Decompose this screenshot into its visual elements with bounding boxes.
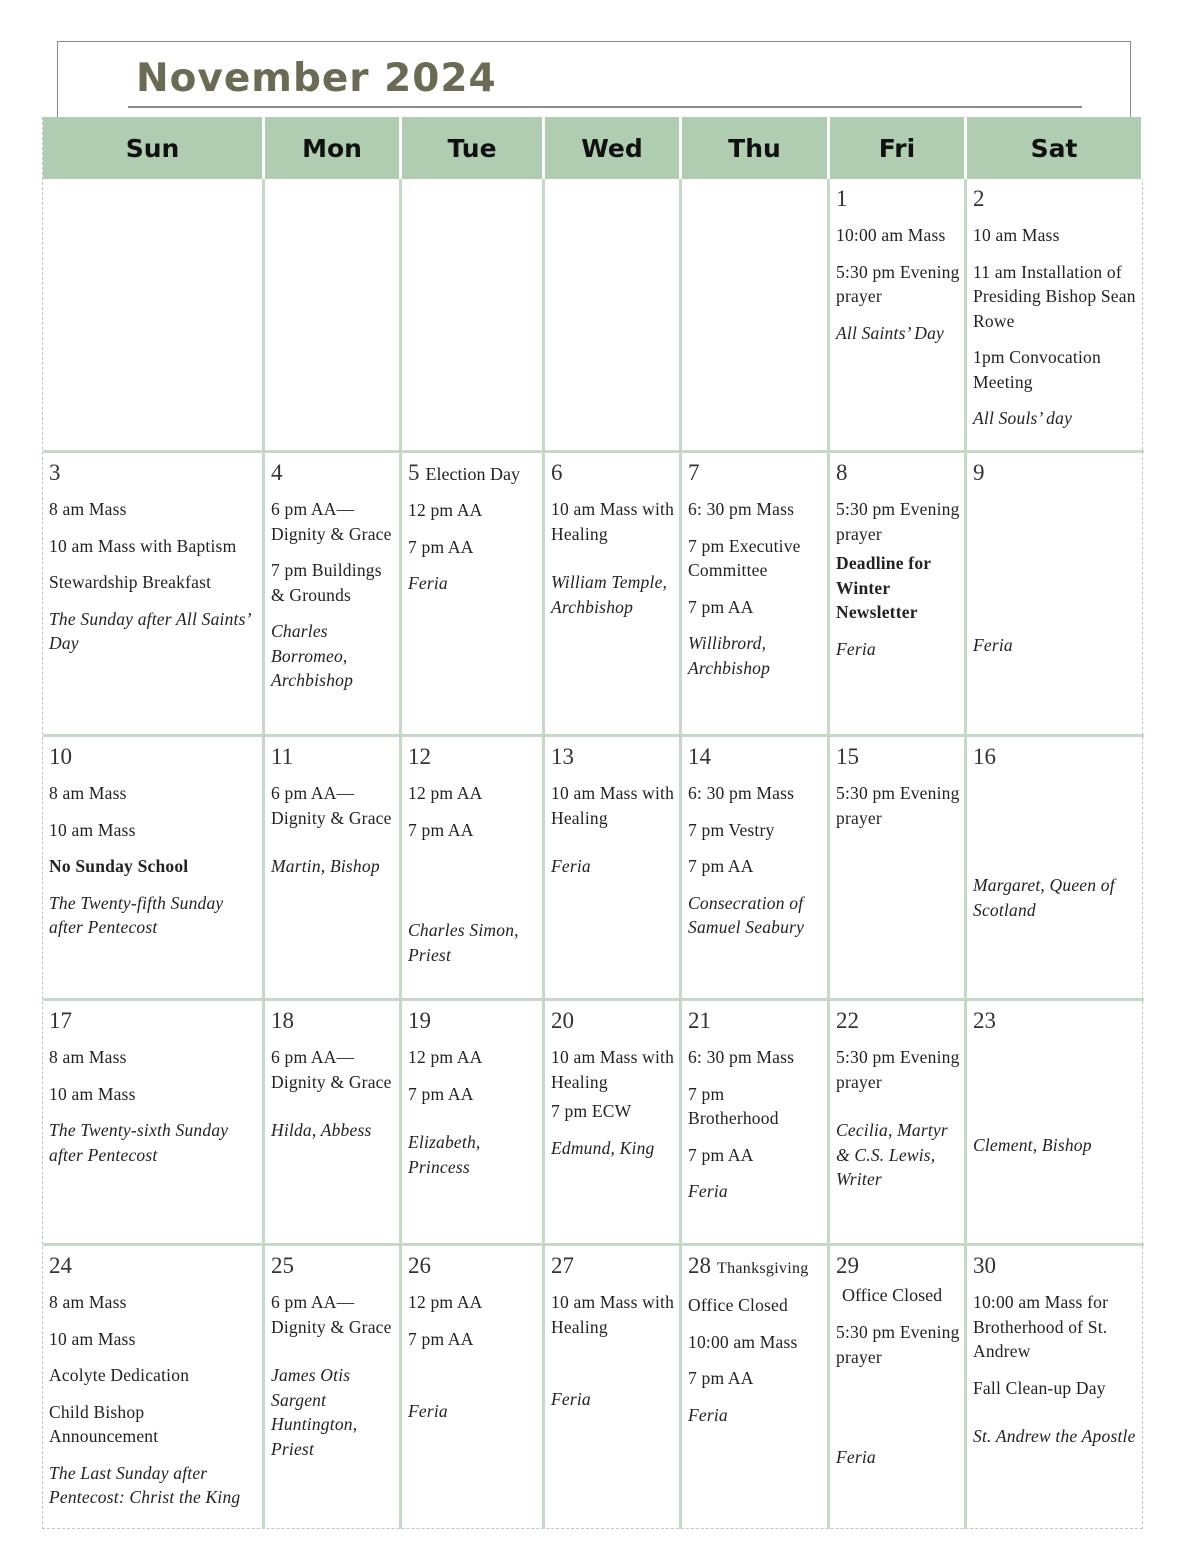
feast-day: Cecilia, Martyr & C.S. Lewis, Writer [836, 1120, 948, 1189]
feast-day: Feria [973, 635, 1013, 655]
event: 12 pm AA [408, 1047, 483, 1067]
day-number [836, 1252, 960, 1310]
feast-day: Feria [408, 573, 448, 593]
event: 7 pm AA [408, 1083, 474, 1104]
event: 7 pm Buildings & Grounds [271, 560, 382, 605]
day-number: 3 [49, 460, 61, 485]
day-number: 12 [408, 744, 431, 769]
day-cell-30 [967, 1243, 1144, 1529]
feast-day: Feria [688, 1181, 728, 1201]
feast-day: Hilda, Abbess [271, 1120, 372, 1140]
day-number: 7 [688, 460, 700, 485]
day-cell-15 [830, 734, 967, 998]
feast-day: The Sunday after All Saints’ Day [49, 608, 250, 653]
day-number: 30 [973, 1253, 996, 1278]
event: Stewardship Breakfast [49, 572, 212, 592]
event: 6 pm AA—Dignity & Grace [271, 1047, 392, 1092]
header-thu: Thu [682, 117, 830, 179]
day-number: 17 [49, 1008, 72, 1033]
feast-day: William Temple, Archbishop [551, 572, 668, 617]
feast-day: Charles Simon, Priest [408, 920, 519, 965]
day-cell-17 [43, 998, 265, 1243]
header-tue: Tue [402, 117, 545, 179]
day-number: 20 [551, 1008, 574, 1033]
day-cell-2 [967, 179, 1144, 450]
day-cell-20 [545, 998, 682, 1243]
day-number: 24 [49, 1253, 72, 1278]
day-number: 15 [836, 744, 859, 769]
header-wed: Wed [545, 117, 682, 179]
feast-day: Consecration of Samuel Seabury [688, 892, 805, 937]
event: 7 pm AA [688, 856, 754, 876]
title-underline [128, 106, 1082, 108]
day-cell-16 [967, 734, 1144, 998]
feast-day: Willibrord, Archbishop [688, 633, 771, 678]
feast-day: All Souls’ day [973, 408, 1073, 428]
event: 6 pm AA—Dignity & Grace [271, 499, 392, 544]
day-number: 27 [551, 1253, 574, 1278]
event: Fall Clean-up Day [973, 1377, 1106, 1398]
event: 11 am Installation of Presiding Bishop Sean Rowe [973, 261, 1136, 331]
event: 7 pm AA [408, 1328, 474, 1349]
event: 6 pm AA—Dignity & Grace [271, 783, 392, 828]
event: 12 pm AA [408, 1292, 483, 1312]
day-number: 23 [973, 1008, 996, 1033]
event: 10 am Mass with Healing [551, 499, 675, 544]
event: 6: 30 pm Mass [688, 783, 795, 803]
day-cell-4 [265, 450, 402, 734]
header-sun: Sun [43, 117, 265, 179]
feast-day: St. Andrew the Apostle [973, 1426, 1136, 1446]
event: 5:30 pm Evening prayer [836, 261, 960, 306]
day-number: 25 [271, 1253, 294, 1278]
event: 10 am Mass with Healing [551, 1047, 675, 1092]
day-cell-29 [830, 1243, 967, 1529]
day-cell-28 [682, 1243, 830, 1529]
event: 12 pm AA [408, 783, 483, 803]
feast-day: Feria [551, 856, 591, 876]
day-number: 10 [49, 744, 72, 769]
event: 7 pm AA [688, 1144, 754, 1165]
empty-day-cell [682, 179, 830, 450]
day-cell-24 [43, 1243, 265, 1529]
feast-day: Feria [688, 1404, 728, 1425]
feast-day: All Saints’ Day [836, 322, 944, 343]
day-number: 11 [271, 744, 294, 769]
event: 10:00 am Mass [688, 1331, 798, 1352]
event: Office Closed [688, 1295, 788, 1315]
event: 7 pm ECW [551, 1101, 632, 1121]
event: 6: 30 pm Mass [688, 1047, 795, 1067]
event: 8 am Mass [49, 499, 127, 519]
event: 7 pm AA [408, 536, 474, 557]
event: 10 am Mass [49, 1083, 136, 1104]
event: 8 am Mass [49, 1047, 127, 1067]
event: 10 am Mass with Healing [551, 1292, 675, 1337]
feast-day: Edmund, King [551, 1137, 655, 1158]
event-highlight: Deadline for Winter Newsletter [836, 553, 931, 622]
event: 5:30 pm Evening prayer [836, 499, 960, 544]
event: 7 pm Vestry [688, 819, 775, 840]
feast-day: The Twenty-sixth Sunday after Pentecost [49, 1120, 229, 1165]
title-box [57, 41, 1131, 121]
feast-day: James Otis Sargent Huntington, Priest [271, 1365, 358, 1459]
day-number: 8 [836, 460, 848, 485]
feast-day: Feria [836, 1447, 876, 1467]
event: 10:00 am Mass [836, 225, 946, 245]
day-cell-21 [682, 998, 830, 1243]
feast-day: Clement, Bishop [973, 1135, 1092, 1155]
day-cell-11 [265, 734, 402, 998]
empty-day-cell [545, 179, 682, 450]
empty-day-cell [402, 179, 545, 450]
day-number: 6 [551, 460, 563, 485]
event: 1pm Convocation Meeting [973, 347, 1101, 392]
event: 5:30 pm Evening prayer [836, 1322, 960, 1367]
day-number: 9 [973, 460, 985, 485]
event: 8 am Mass [49, 1292, 127, 1312]
day-cell-6 [545, 450, 682, 734]
event: Child Bishop Announcement [49, 1401, 159, 1446]
day-cell-22 [830, 998, 967, 1243]
day-cell-12 [402, 734, 545, 998]
event: 12 pm AA [408, 500, 483, 520]
day-number: 2 [973, 186, 985, 211]
day-cell-25 [265, 1243, 402, 1529]
calendar-grid [42, 117, 1143, 1529]
event: 10:00 am Mass for Brotherhood of St. Andrew [973, 1292, 1109, 1361]
day-cell-23 [967, 998, 1144, 1243]
event-highlight: No Sunday School [49, 856, 189, 876]
day-cell-13 [545, 734, 682, 998]
event: 6 pm AA—Dignity & Grace [271, 1292, 392, 1337]
day-number: 21 [688, 1008, 711, 1033]
page-title: November 2024 [136, 56, 497, 101]
header-fri: Fri [830, 117, 967, 179]
event: 7 pm Brotherhood [688, 1083, 779, 1128]
day-cell-26 [402, 1243, 545, 1529]
header-sat: Sat [967, 117, 1144, 179]
day-number-value: 29 [836, 1253, 859, 1278]
day-number: 13 [551, 744, 574, 769]
day-note: Office Closed [842, 1285, 943, 1305]
event: 6: 30 pm Mass [688, 499, 795, 519]
event: 10 am Mass with Healing [551, 783, 675, 828]
day-cell-27 [545, 1243, 682, 1529]
event: 5:30 pm Evening prayer [836, 1047, 960, 1092]
day-number: 19 [408, 1008, 431, 1033]
event: 10 am Mass [973, 225, 1060, 245]
day-number: 18 [271, 1008, 294, 1033]
empty-day-cell [265, 179, 402, 450]
feast-day: Elizabeth, Princess [408, 1132, 481, 1177]
feast-day: Feria [408, 1401, 448, 1421]
day-cell-1 [830, 179, 967, 450]
day-cell-18 [265, 998, 402, 1243]
day-number: 14 [688, 744, 711, 769]
day-number: 26 [408, 1253, 431, 1278]
day-number [408, 459, 538, 488]
day-note: Thanksgiving [717, 1260, 809, 1277]
feast-day: Charles Borromeo, Archbishop [271, 621, 354, 690]
event: 7 pm AA [688, 596, 754, 617]
event: 10 am Mass [49, 819, 136, 840]
day-number-value: 28 [688, 1253, 711, 1278]
header-mon: Mon [265, 117, 402, 179]
day-cell-14 [682, 734, 830, 998]
feast-day: Margaret, Queen of Scotland [973, 875, 1115, 920]
feast-day: Martin, Bishop [271, 856, 380, 876]
feast-day: Feria [836, 638, 876, 659]
day-cell-3 [43, 450, 265, 734]
event: 10 am Mass with Baptism [49, 535, 237, 556]
day-number: 16 [973, 744, 996, 769]
day-number: 1 [836, 186, 848, 211]
feast-day: The Last Sunday after Pentecost: Christ the King [49, 1462, 241, 1507]
event: 7 pm Executive Committee [688, 535, 801, 580]
day-number-value: 5 [408, 460, 420, 485]
feast-day: Feria [551, 1389, 591, 1409]
event: 10 am Mass [49, 1328, 136, 1349]
event: 5:30 pm Evening prayer [836, 783, 960, 828]
event: 8 am Mass [49, 783, 127, 803]
empty-day-cell [43, 179, 265, 450]
feast-day: The Twenty-fifth Sunday after Pentecost [49, 892, 224, 937]
event: 7 pm AA [688, 1368, 754, 1388]
event: Acolyte Dedication [49, 1365, 190, 1385]
day-cell-10 [43, 734, 265, 998]
day-cell-9 [967, 450, 1144, 734]
event: 7 pm AA [408, 819, 474, 840]
day-cell-5 [402, 450, 545, 734]
day-cell-8 [830, 450, 967, 734]
day-number [688, 1252, 823, 1283]
day-cell-7 [682, 450, 830, 734]
day-number: 22 [836, 1008, 859, 1033]
day-note: Election Day [425, 464, 520, 484]
day-cell-19 [402, 998, 545, 1243]
day-number: 4 [271, 460, 283, 485]
